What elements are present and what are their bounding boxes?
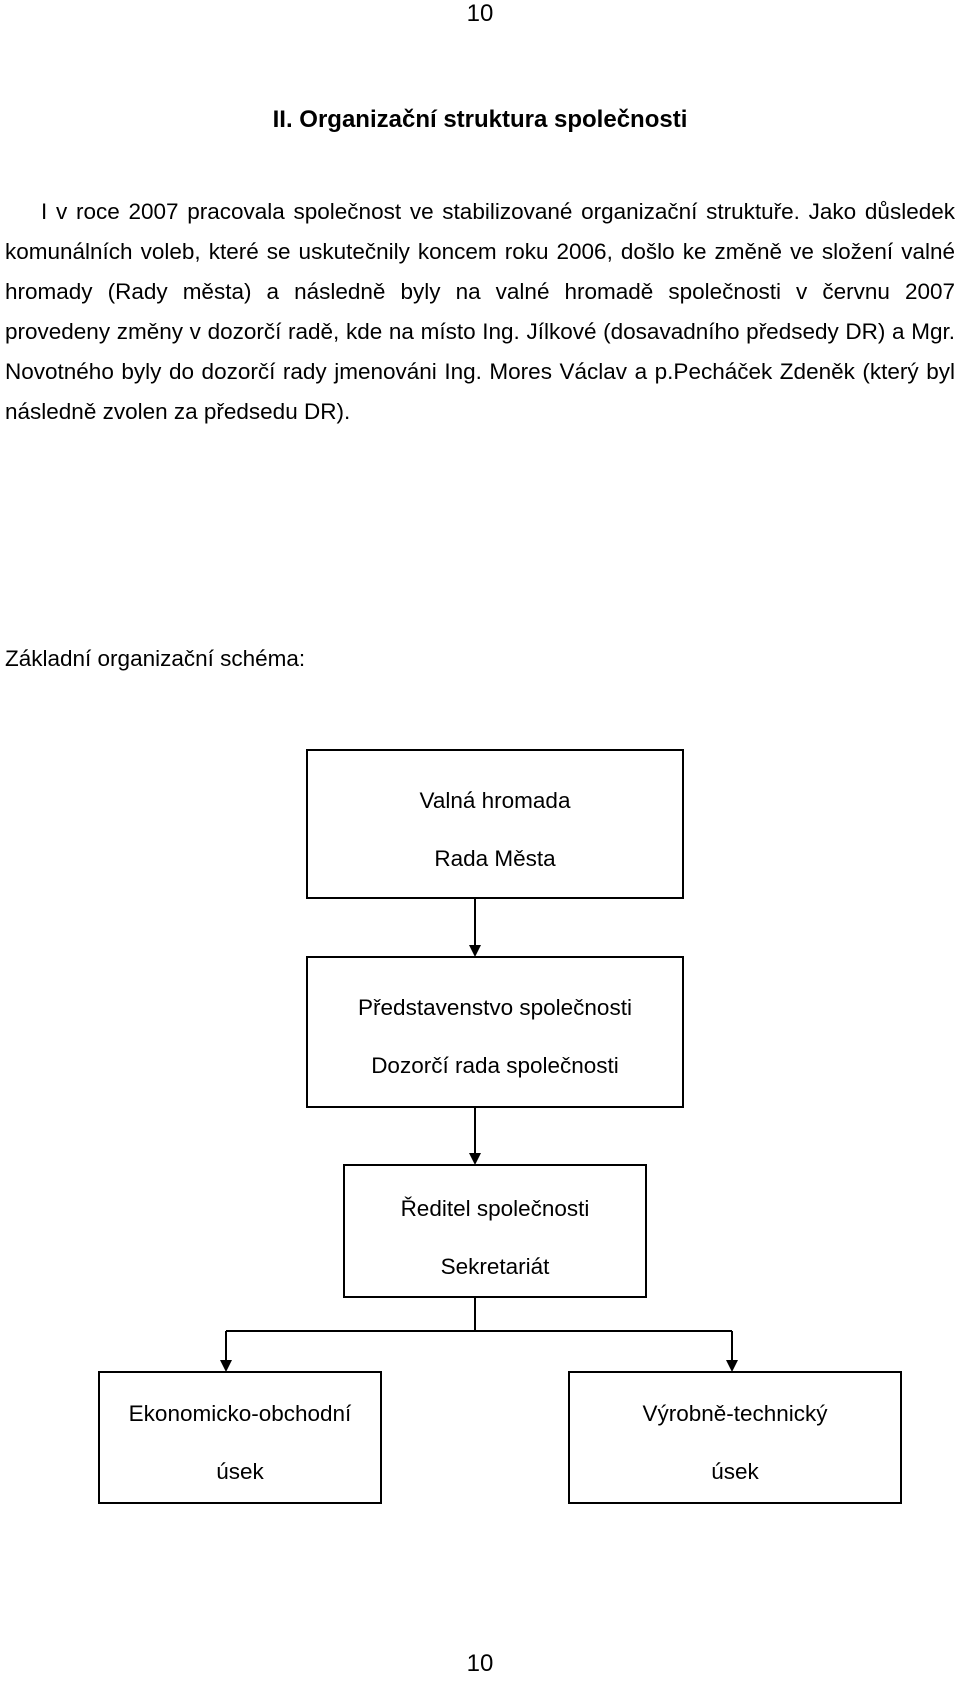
org-box-predstavenstvo-line1: Představenstvo společnosti xyxy=(358,995,632,1020)
org-box-ekonomicko-obchodni-line1: Ekonomicko-obchodní xyxy=(128,1401,352,1426)
org-box-valna-hromada-line1: Valná hromada xyxy=(419,788,571,813)
org-box-predstavenstvo-line2: Dozorčí rada společnosti xyxy=(371,1053,619,1078)
org-box-reditel xyxy=(343,1164,647,1298)
org-box-predstavenstvo xyxy=(306,956,684,1108)
schema-label: Základní organizační schéma: xyxy=(5,646,306,671)
org-box-vyrobne-technicky-line1: Výrobně-technický xyxy=(642,1401,828,1426)
page-number-bottom: 10 xyxy=(466,1650,494,1677)
org-box-valna-hromada xyxy=(306,749,684,899)
org-box-reditel-line1: Ředitel společnosti xyxy=(400,1196,590,1221)
org-box-ekonomicko-obchodni-line2: úsek xyxy=(216,1459,264,1484)
org-box-vyrobne-technicky-line2: úsek xyxy=(711,1459,759,1484)
org-box-reditel-line2: Sekretariát xyxy=(440,1254,550,1279)
body-paragraph: I v roce 2007 pracovala společnost ve stabilizované organizační struktuře. Jako důsledek komunálních voleb, které se uskutečnily koncem roku 2006, došlo ke změně ve složení valné hromady (Rady města) a následně byly na valné hromadě společnosti v červnu 2007 provedeny změny v dozorčí radě, kde na místo Ing. Jílkové (dosavadního předsedy DR) a Mgr. Novotného byly do dozorčí rady jmenováni Ing. Mores Václav a p.Pecháček Zdeněk (který byl následně zvolen za předsedu DR). xyxy=(5,199,955,424)
section-heading: II. Organizační struktura společnosti xyxy=(272,106,688,133)
org-box-valna-hromada-line2: Rada Města xyxy=(434,846,556,871)
page-number-top: 10 xyxy=(466,0,494,27)
org-box-ekonomicko-obchodni xyxy=(98,1371,382,1504)
org-box-vyrobne-technicky xyxy=(568,1371,902,1504)
